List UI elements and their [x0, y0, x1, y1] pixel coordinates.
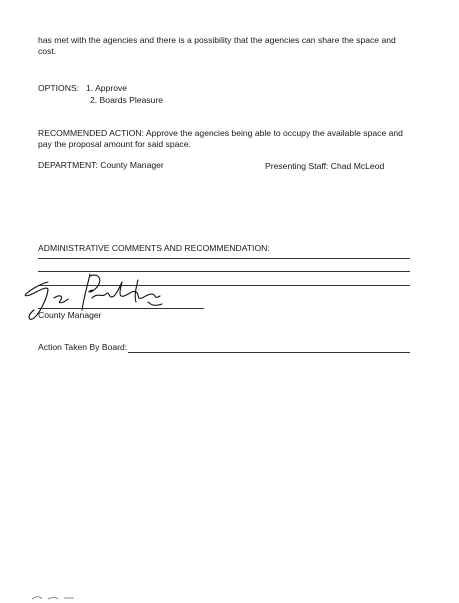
option-item-boards-pleasure: 2. Boards Pleasure	[90, 95, 164, 105]
signature-caption: County Manager	[38, 310, 102, 320]
presenting-staff-line: Presenting Staff: Chad McLeod	[265, 161, 385, 171]
options-label: OPTIONS:	[38, 83, 80, 93]
signature-line	[38, 308, 204, 309]
intro-line-2: cost.	[38, 46, 57, 56]
recommended-action-line-1: RECOMMENDED ACTION: Approve the agencies being able to occupy the available space and	[38, 128, 403, 138]
recommended-action-line-2: pay the proposal amount for said space.	[38, 139, 191, 149]
admin-comments-heading: ADMINISTRATIVE COMMENTS AND RECOMMENDATION:	[38, 243, 270, 253]
admin-comments-line-1	[38, 258, 410, 259]
action-taken-label: Action Taken By Board:	[38, 342, 128, 352]
bottom-edge-mark	[30, 592, 90, 598]
option-item-approve: 1. Approve	[86, 83, 128, 93]
intro-line-1: has met with the agencies and there is a possibility that the agencies can share the space and	[38, 35, 396, 45]
action-taken-line	[128, 352, 410, 353]
department-line: DEPARTMENT: County Manager	[38, 160, 164, 170]
